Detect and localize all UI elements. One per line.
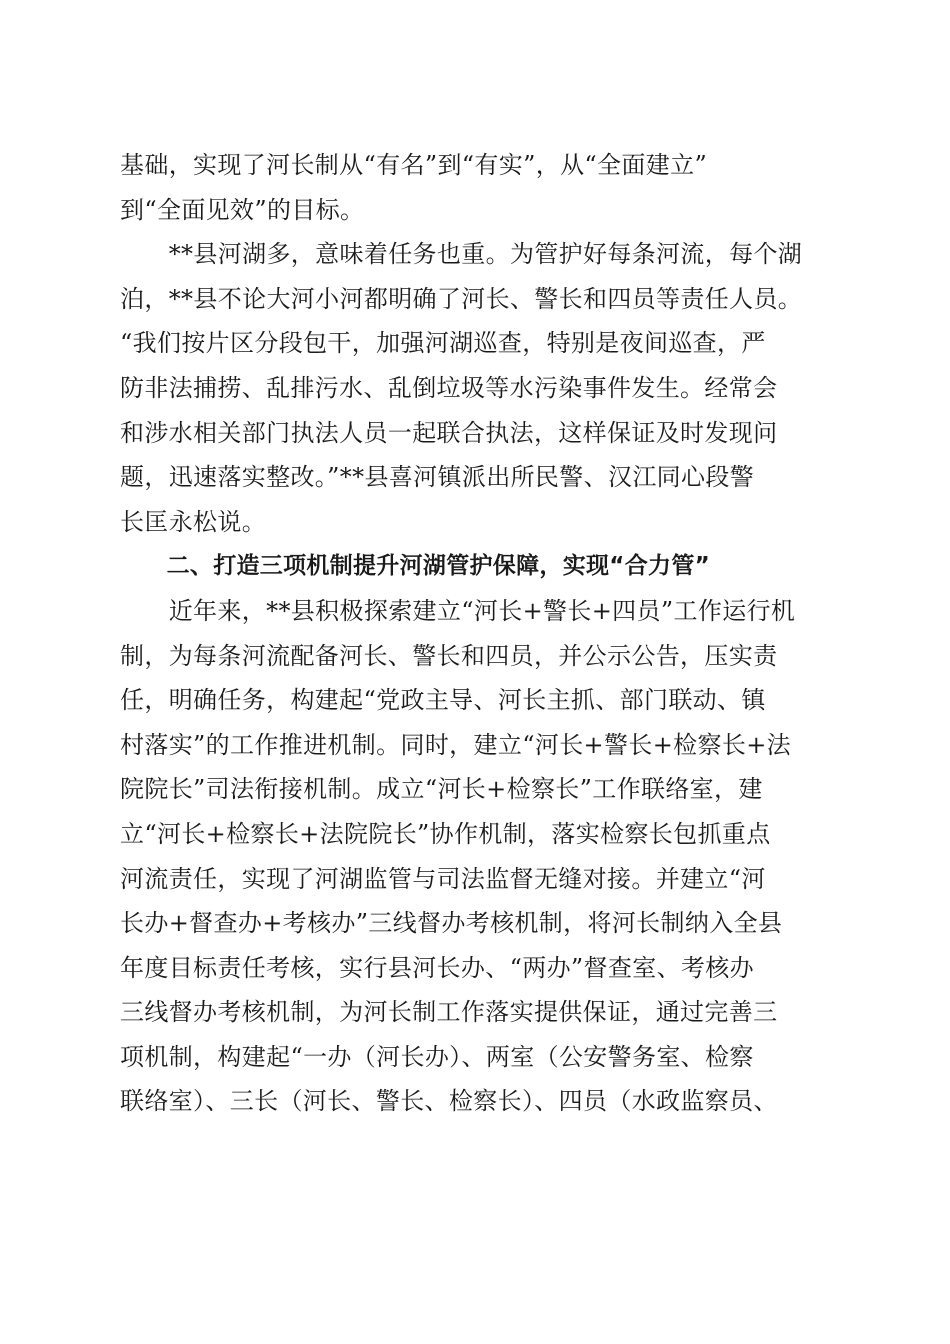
- text-line: 长办+督查办+考核办”三线督办考核机制，将河长制纳入全县: [120, 909, 783, 938]
- text-line: 到“全面见效”的目标。: [120, 195, 365, 224]
- text-line: 立“河长+检察长+法院院长”协作机制，落实检察长包抓重点: [120, 819, 771, 848]
- text-line: 村落实”的工作推进机制。同时，建立“河长+警长+检察长+法: [120, 730, 792, 759]
- paragraph-three-mechanisms: [120, 589, 832, 1124]
- paragraph-continuation: [120, 143, 832, 232]
- text-line: 泊，**县不论大河小河都明确了河长、警长和四员等责任人员。: [120, 284, 803, 313]
- paragraph-river-lakes-duty: [120, 232, 832, 544]
- text-line: 长匡永松说。: [120, 507, 267, 536]
- text-line: 院院长”司法衔接机制。成立“河长+检察长”工作联络室，建: [120, 775, 763, 804]
- text-line: 任，明确任务，构建起“党政主导、河长主抓、部门联动、镇: [120, 686, 766, 715]
- text-line: 项机制，构建起“一办（河长办）、两室（公安警务室、检察: [120, 1042, 754, 1071]
- text-line: **县河湖多，意味着任务也重。为管护好每条河流，每个湖: [120, 240, 803, 269]
- text-line: 三线督办考核机制，为河长制工作落实提供保证，通过完善三: [120, 998, 778, 1027]
- document-body: [120, 143, 832, 1124]
- text-line: 基础，实现了河长制从“有名”到“有实”，从“全面建立”: [120, 151, 708, 179]
- heading-text: 二、打造三项机制提升河湖管护保障，实现“合力管”: [120, 553, 711, 580]
- text-line: 年度目标责任考核，实行县河长办、“两办”督查室、考核办: [120, 953, 754, 982]
- text-line: 题，迅速落实整改。”**县喜河镇派出所民警、汉江同心段警: [120, 463, 755, 492]
- text-line: 制，为每条河流配备河长、警长和四员，并公示公告，压实责: [120, 641, 778, 670]
- text-line: 联络室）、三长（河长、警长、检察长）、四员（水政监察员、: [120, 1087, 778, 1116]
- section-heading: [120, 544, 832, 589]
- text-line: 防非法捕捞、乱排污水、乱倒垃圾等水污染事件发生。经常会: [120, 373, 778, 402]
- text-line: 近年来，**县积极探索建立“河长+警长+四员”工作运行机: [120, 596, 796, 625]
- text-line: “我们按片区分段包干，加强河湖巡查，特别是夜间巡查，严: [120, 329, 766, 358]
- text-line: 河流责任，实现了河湖监管与司法监督无缝对接。并建立“河: [120, 864, 766, 893]
- text-line: 和涉水相关部门执法人员一起联合执法，这样保证及时发现问: [120, 418, 778, 447]
